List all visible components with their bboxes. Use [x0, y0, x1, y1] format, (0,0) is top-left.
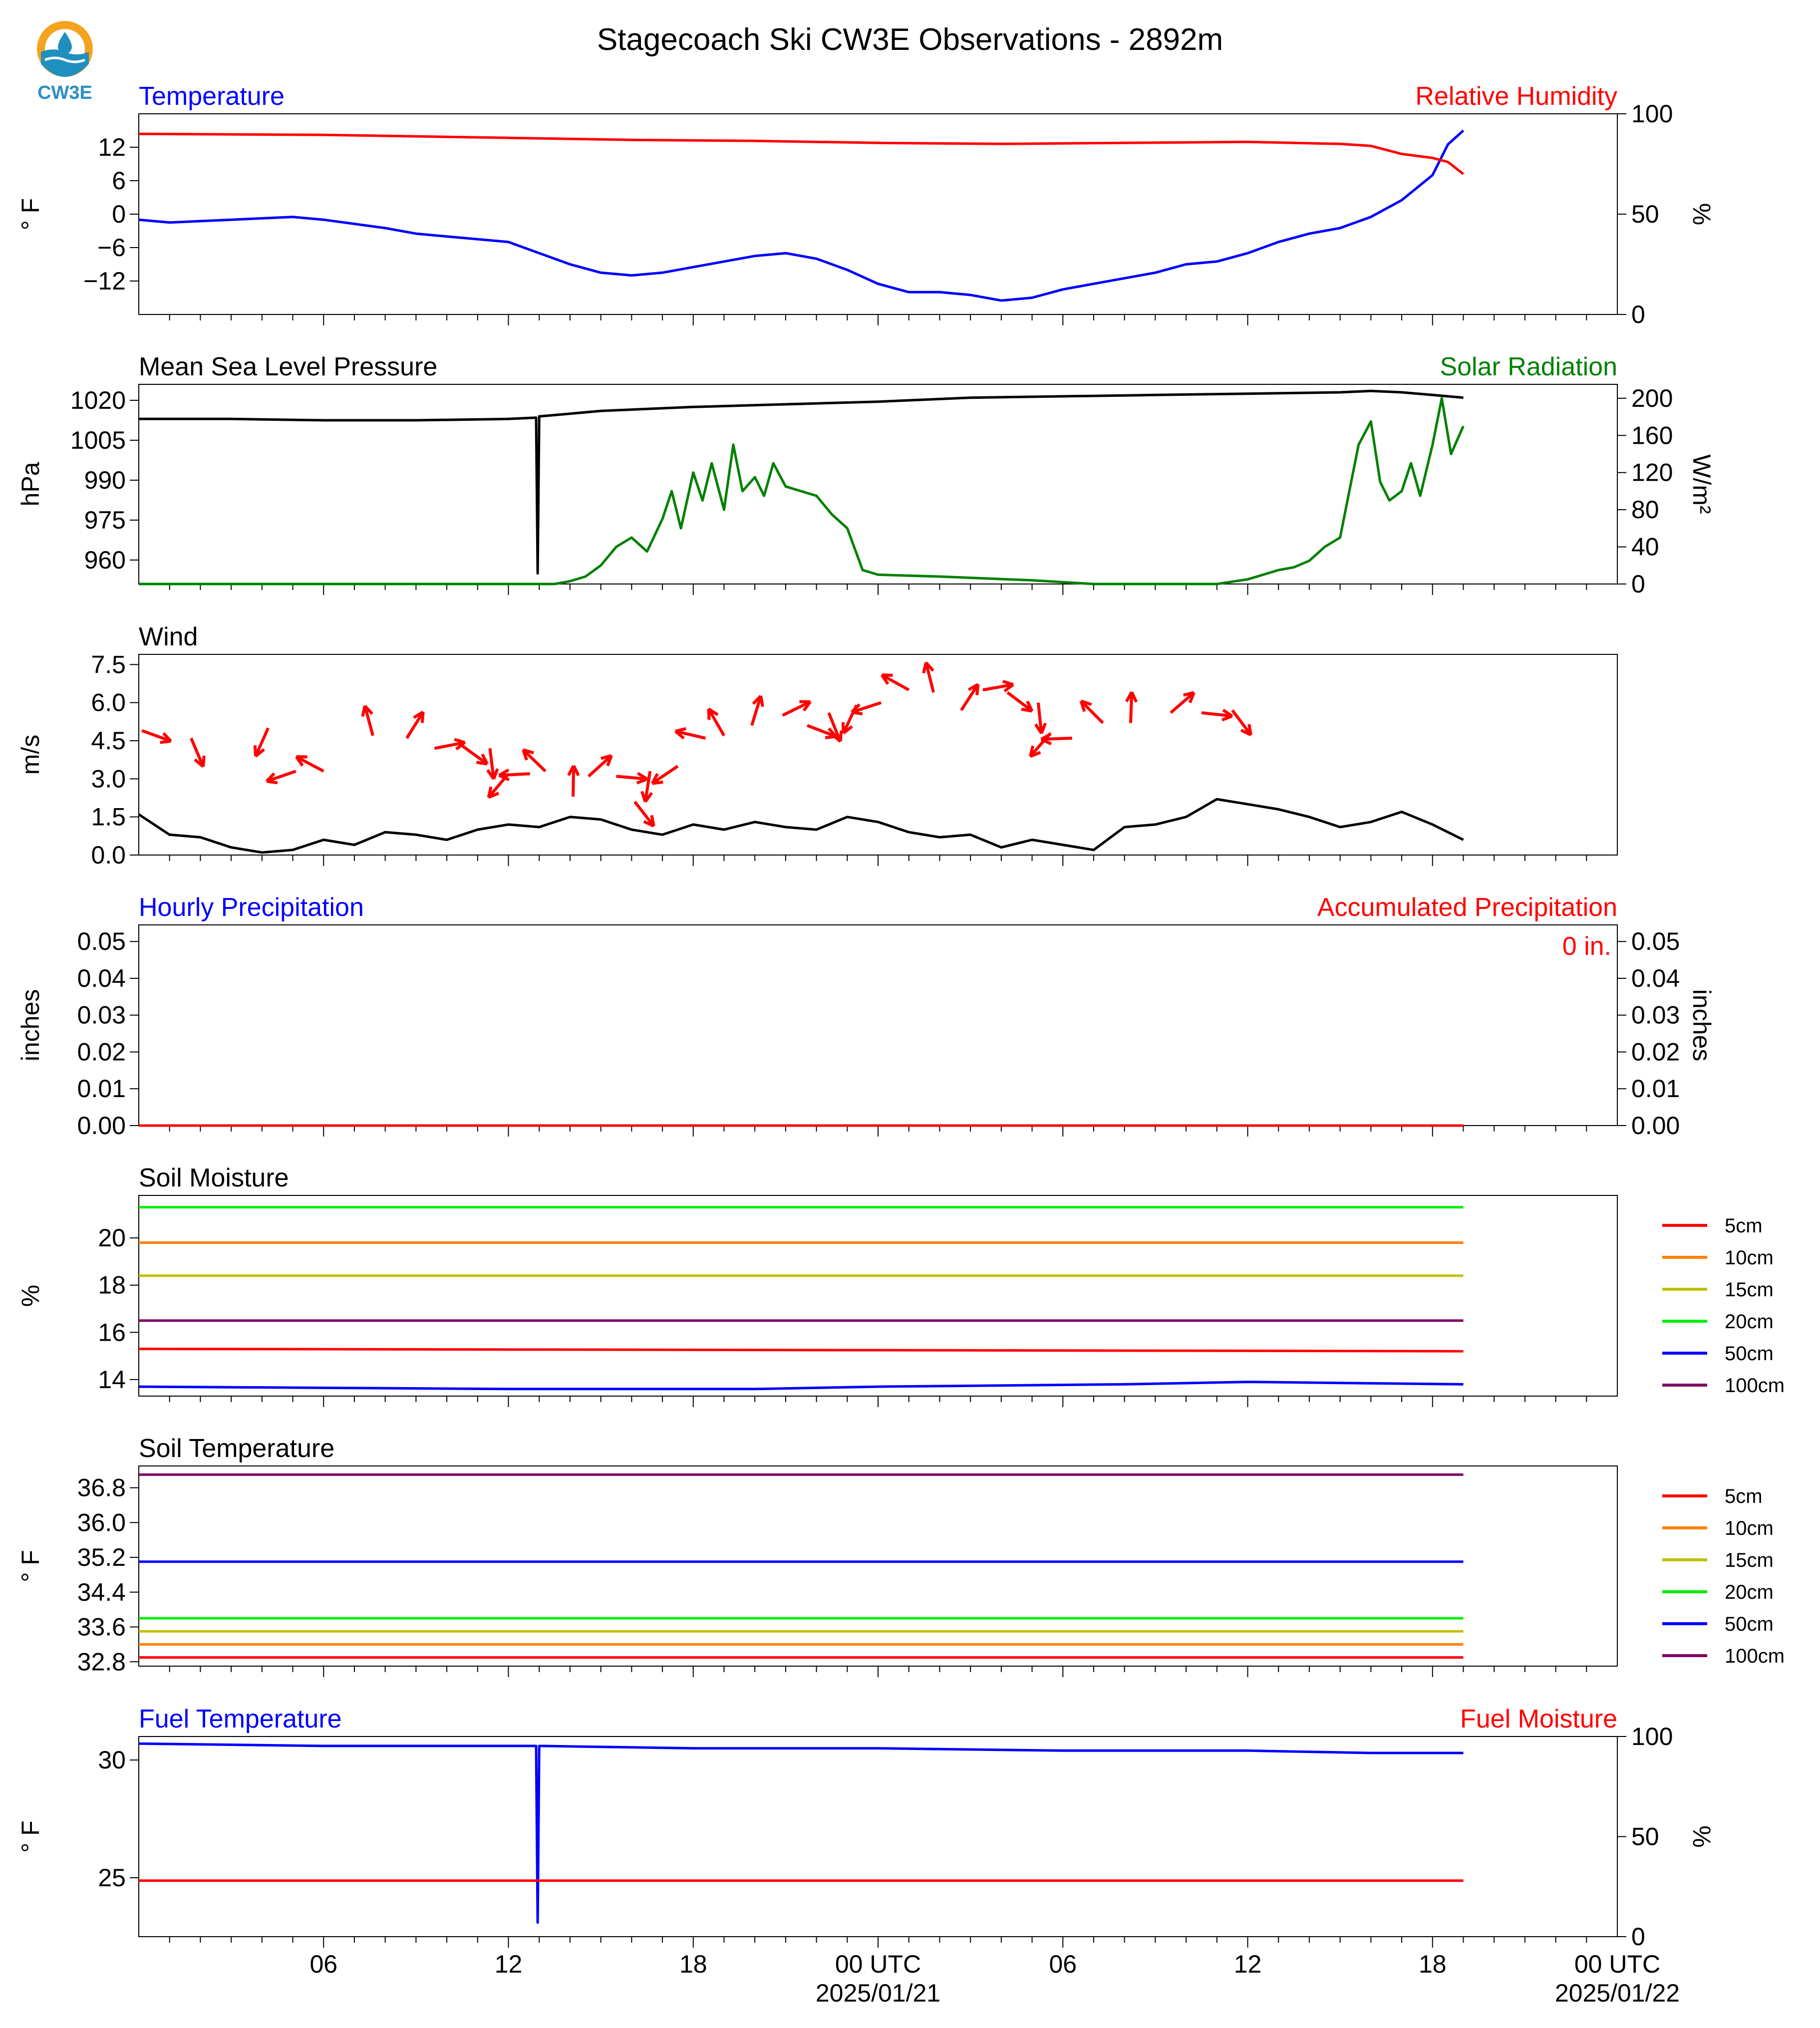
y-tick-label: 3.0	[91, 765, 126, 793]
y-tick-label: 1020	[70, 386, 126, 414]
y-right-tick-label: 50	[1631, 200, 1659, 228]
wind-barb	[961, 684, 978, 710]
logo-text: CW3E	[37, 82, 92, 103]
y-tick-label: 0.05	[77, 927, 126, 956]
x-tick-label: 18	[1418, 1950, 1447, 1978]
y-tick-label: 0.01	[77, 1075, 126, 1103]
x-tick-label: 12	[494, 1950, 523, 1978]
panel-fuel	[16, 1705, 1716, 1951]
series-line-relative-humidity	[139, 134, 1464, 174]
panel-title-right: Solar Radiation	[1440, 352, 1617, 381]
wind-barb	[255, 728, 268, 757]
x-tick-label: 00 UTC	[835, 1950, 921, 1978]
wind-barb	[434, 739, 465, 749]
panel-soil-temperature	[16, 1434, 1785, 1677]
y-right-axis-label: %	[1688, 1825, 1716, 1848]
y-right-tick-label: 200	[1631, 384, 1673, 412]
x-tick-label: 12	[1233, 1950, 1262, 1978]
y-right-tick-label: 0.02	[1631, 1038, 1680, 1066]
wind-barb	[1041, 734, 1072, 744]
y-tick-label: 33.6	[77, 1613, 126, 1641]
y-tick-label: 36.0	[77, 1508, 126, 1537]
wind-barb	[1202, 710, 1232, 720]
y-tick-label: 0.04	[77, 964, 126, 992]
legend-label: 50cm	[1725, 1613, 1774, 1635]
wind-barb	[1081, 701, 1103, 723]
y-tick-label: 34.4	[77, 1578, 126, 1606]
wind-barb	[499, 770, 530, 780]
y-right-tick-label: 0.04	[1631, 964, 1680, 992]
y-tick-label: 32.8	[77, 1648, 126, 1676]
legend-label: 10cm	[1725, 1247, 1774, 1269]
legend-label: 100cm	[1725, 1645, 1785, 1667]
y-axis-label: hPa	[16, 462, 44, 507]
panel-title-right: Accumulated Precipitation	[1317, 893, 1617, 922]
wind-barb	[142, 731, 171, 743]
legend-label: 20cm	[1725, 1581, 1774, 1603]
plot-frame	[139, 1195, 1617, 1396]
x-tick-label: 00 UTC	[1574, 1950, 1661, 1978]
panel-title-left: Wind	[139, 622, 198, 651]
wind-barb	[1232, 710, 1251, 735]
wind-barb	[852, 703, 881, 714]
panel-temperature-rh	[16, 82, 1716, 328]
x-date-label: 2025/01/21	[815, 1979, 941, 2007]
y-right-tick-label: 0.01	[1631, 1075, 1680, 1103]
wind-barb	[783, 702, 811, 716]
y-right-tick-label: 100	[1631, 1723, 1673, 1750]
wind-barb	[462, 746, 487, 764]
legend-label: 100cm	[1725, 1375, 1785, 1397]
y-tick-label: 6.0	[91, 688, 126, 717]
x-axis	[309, 1950, 1680, 2007]
panel-title-right: Fuel Moisture	[1460, 1705, 1617, 1734]
series-line-5cm	[139, 1349, 1464, 1351]
y-right-axis-label: %	[1688, 203, 1716, 226]
series-line-mean-sea-level-pressure	[139, 391, 1464, 573]
legend-label: 5cm	[1725, 1485, 1763, 1507]
legend-label: 50cm	[1725, 1343, 1774, 1365]
panel-title-left: Fuel Temperature	[139, 1705, 342, 1734]
wind-barb	[569, 766, 579, 797]
y-axis-label: ° F	[16, 1550, 44, 1582]
y-axis-label: inches	[16, 989, 44, 1062]
y-tick-label: 4.5	[91, 727, 126, 755]
panel-precipitation	[16, 893, 1716, 1140]
wind-barb	[488, 748, 498, 779]
wind-barb	[882, 675, 909, 690]
y-tick-label: 25	[98, 1864, 126, 1892]
wind-barb	[589, 756, 611, 776]
y-right-tick-label: 100	[1631, 100, 1673, 128]
series-line-fuel-temperature	[139, 1743, 1464, 1923]
wind-barb	[675, 729, 705, 738]
y-axis-label: %	[16, 1284, 44, 1307]
y-tick-label: 14	[98, 1365, 126, 1394]
y-right-tick-label: 0	[1631, 1923, 1645, 1951]
y-tick-label: 12	[98, 133, 126, 161]
chart-panels	[16, 82, 1785, 1951]
y-tick-label: 0.0	[91, 841, 126, 869]
panel-title-left: Soil Temperature	[139, 1434, 335, 1463]
y-tick-label: 18	[98, 1271, 126, 1299]
page-title: Stagecoach Ski CW3E Observations - 2892m	[597, 22, 1223, 57]
legend-label: 20cm	[1725, 1311, 1774, 1333]
y-right-tick-label: 50	[1631, 1822, 1659, 1851]
plot-frame	[139, 1737, 1617, 1937]
wind-barb-shaft	[523, 750, 546, 771]
wind-barb	[752, 696, 763, 725]
panel-title-left: Hourly Precipitation	[139, 893, 364, 922]
y-tick-label: 1005	[70, 426, 126, 454]
y-right-tick-label: 80	[1631, 496, 1659, 524]
wind-barb	[267, 771, 296, 783]
y-tick-label: 35.2	[77, 1543, 126, 1572]
panel-wind	[16, 622, 1617, 869]
y-tick-label: 36.8	[77, 1473, 126, 1502]
wind-barb	[523, 750, 546, 771]
x-tick-label: 18	[679, 1950, 707, 1978]
wind-barb-shaft	[1081, 701, 1103, 723]
wind-barb-shaft	[573, 766, 574, 797]
y-tick-label: 30	[98, 1746, 126, 1774]
series-line-temperature	[139, 131, 1464, 301]
legend-label: 15cm	[1725, 1279, 1774, 1301]
x-tick-label: 06	[1049, 1950, 1077, 1978]
wind-barb	[983, 681, 1013, 691]
wind-barb	[407, 712, 423, 738]
y-tick-label: 16	[98, 1318, 126, 1347]
legend-label: 10cm	[1725, 1517, 1774, 1539]
y-right-tick-label: 0.03	[1631, 1001, 1680, 1029]
y-tick-label: 960	[84, 546, 126, 574]
y-tick-label: 0.02	[77, 1038, 126, 1066]
y-tick-label: −12	[83, 267, 126, 295]
y-tick-label: 1.5	[91, 803, 126, 831]
wind-barb	[652, 766, 677, 784]
wind-barb	[708, 709, 724, 736]
panel-soil-moisture	[16, 1163, 1785, 1407]
accumulated-precip-annotation: 0 in.	[1562, 932, 1611, 961]
y-tick-label: 7.5	[91, 650, 126, 679]
y-right-tick-label: 0.05	[1631, 927, 1680, 956]
y-axis-label: ° F	[16, 198, 44, 231]
y-right-tick-label: 0.00	[1631, 1112, 1680, 1140]
wind-barb	[635, 802, 654, 826]
y-tick-label: 0.00	[77, 1112, 126, 1140]
y-right-axis-label: inches	[1688, 989, 1716, 1062]
plot-frame	[139, 925, 1617, 1126]
legend	[1662, 1215, 1785, 1397]
wind-barb	[616, 773, 647, 783]
y-tick-label: 0	[112, 200, 126, 228]
wind-barb	[362, 706, 373, 736]
y-tick-label: 975	[84, 506, 126, 534]
y-tick-label: 0.03	[77, 1001, 126, 1029]
y-axis-label: m/s	[16, 734, 44, 775]
panel-title-left: Temperature	[139, 82, 285, 111]
y-axis-label: ° F	[16, 1820, 44, 1853]
y-tick-label: 990	[84, 466, 126, 494]
wind-barb	[1007, 692, 1032, 711]
y-right-tick-label: 0	[1631, 570, 1645, 598]
wind-barb	[1127, 692, 1137, 723]
y-right-tick-label: 160	[1631, 421, 1673, 450]
plot-frame	[139, 1466, 1617, 1666]
legend-label: 5cm	[1725, 1215, 1763, 1237]
y-right-axis-label: W/m²	[1688, 454, 1716, 514]
series-line-50cm	[139, 1382, 1464, 1389]
x-tick-label: 06	[309, 1950, 338, 1978]
wind-barb	[191, 738, 204, 767]
wind-barb	[923, 662, 933, 692]
wind-barb	[297, 757, 324, 771]
y-right-tick-label: 0	[1631, 300, 1645, 328]
series-line-solar-radiation	[139, 398, 1464, 584]
panel-pressure-solar	[16, 352, 1716, 598]
wind-barb	[1171, 692, 1194, 713]
wind-barb	[1035, 703, 1045, 734]
y-tick-label: 6	[112, 167, 126, 195]
plot-frame	[139, 654, 1617, 855]
y-right-tick-label: 40	[1631, 533, 1659, 561]
legend-label: 15cm	[1725, 1549, 1774, 1571]
y-tick-label: −6	[97, 234, 126, 262]
legend	[1662, 1485, 1785, 1667]
series-line-wind-speed	[139, 799, 1464, 853]
panel-title-left: Soil Moisture	[139, 1163, 289, 1192]
y-right-tick-label: 120	[1631, 458, 1673, 487]
y-tick-label: 20	[98, 1224, 126, 1252]
panel-title-right: Relative Humidity	[1415, 82, 1617, 111]
plot-frame	[139, 384, 1617, 584]
x-date-label: 2025/01/22	[1554, 1979, 1680, 2007]
panel-title-left: Mean Sea Level Pressure	[139, 352, 438, 381]
